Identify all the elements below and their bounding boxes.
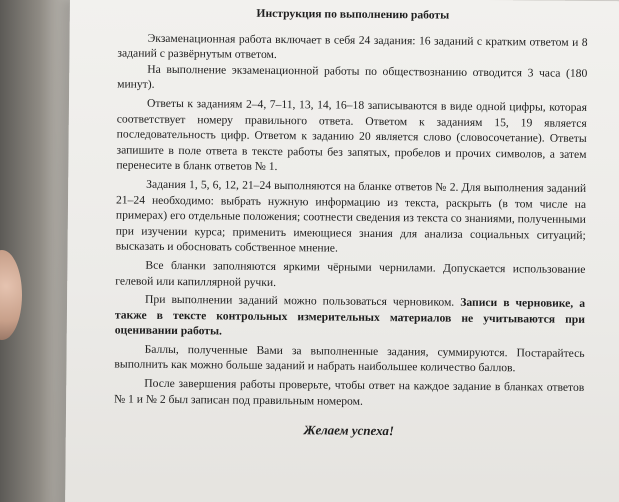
paragraph-4: Задания 1, 5, 6, 12, 21–24 выполняются на бланке ответов № 2. Для выполнения заданий 21–24 необходимо: выбрать нужную информацию из текста, раскрыть (в том числе на примерах) его отдельные положения; соотнести сведения из текста со знаниями, полученными при изучении курса; применить имеющиеся знания для анализа социальных ситуаций; высказать и обосновать собственное мнение. (115, 177, 587, 255)
paragraph-3: Ответы к заданиям 2–4, 7–11, 13, 14, 16–18 записываются в виде одной цифры, которая соответствует номеру правильного ответа. Ответом к заданиям 15, 19 является последовательность цифр. Ответом к заданию 20 является слово (словосочетание). Ответы запишите в поле ответа в тексте работы без запятых, пробелов и прочих символов, а затем перенесите в бланк ответов № 1. (116, 96, 588, 174)
paragraph-1: Экзаменационная работа включает в себя 24 задания: 16 заданий с кратким ответом и 8 заданий с развёрнутым ответом. (117, 31, 588, 62)
paragraph-8: После завершения работы проверьте, чтобы ответ на каждое задание в бланках ответов № 1 и № 2 был записан под правильным номером. (114, 376, 585, 408)
paragraph-2: На выполнение экзаменационной работы по обществознанию отводится 3 часа (180 минут). (117, 62, 588, 92)
paragraph-7: Баллы, полученные Вами за выполненные задания, суммируются. Постарайтесь выполнить как можно больше заданий и набрать наибольшее количество баллов. (114, 342, 585, 375)
paragraph-5: Все бланки заполняются яркими чёрными чернилами. Допускается использование гелевой или капиллярной ручки. (115, 258, 586, 289)
paper-sheet (65, 0, 619, 502)
paragraph-6: При выполнении заданий можно пользоваться черновиком. Записи в черновике, а также в тексте контрольных измерительных материалов не учитываются при оценивании работы. (114, 292, 586, 338)
closing-wish: Желаем успеха! (303, 422, 395, 439)
paragraph-6-bold: Записи в черновике, а также в тексте контрольных измерительных материалов не учитываются при оценивании работы. (114, 295, 586, 338)
document-title: Инструкция по выполнению работы (256, 6, 450, 22)
finger-edge (0, 250, 22, 340)
instruction-text (114, 4, 588, 440)
